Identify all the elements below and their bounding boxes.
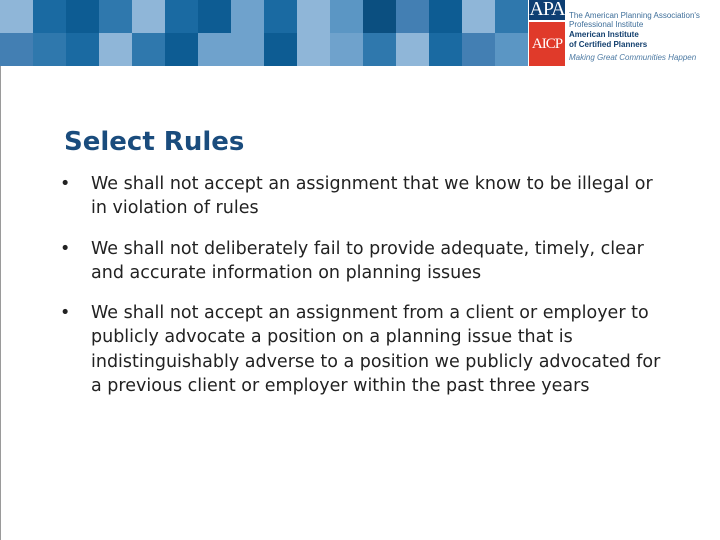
banner-tile xyxy=(231,33,264,66)
list-item xyxy=(60,237,664,286)
list-item xyxy=(60,301,664,398)
banner-tile xyxy=(396,0,429,33)
list-item-text: We shall not accept an assignment that we know to be illegal or in violation of rules xyxy=(91,174,653,219)
banner-tile xyxy=(495,33,528,66)
bullet-marker: • xyxy=(60,238,71,259)
banner-tile xyxy=(429,0,462,33)
banner-tile xyxy=(165,0,198,33)
banner-tile xyxy=(462,0,495,33)
banner-tile xyxy=(0,0,33,33)
banner-tile xyxy=(231,0,264,33)
banner-tile xyxy=(429,33,462,66)
logo-line-3: American Institute xyxy=(569,30,639,39)
banner-tile xyxy=(330,0,363,33)
bullet-marker: • xyxy=(60,174,71,194)
list-item-text: We shall not deliberately fail to provide adequate, timely, clear and accurate information on planning issues xyxy=(91,238,644,283)
banner-tile xyxy=(264,0,297,33)
logo-tagline: Making Great Communities Happen xyxy=(569,53,697,62)
banner-tile xyxy=(297,33,330,66)
banner-tile xyxy=(330,33,363,66)
banner-tile xyxy=(264,33,297,66)
banner-tile xyxy=(66,0,99,33)
banner-tile xyxy=(33,33,66,66)
aicp-logo: AICP xyxy=(529,22,565,66)
banner-tile xyxy=(132,0,165,33)
logo-line-1: The American Planning Association's xyxy=(569,11,700,20)
banner-tile xyxy=(132,33,165,66)
logo-line-4: of Certified Planners xyxy=(569,40,648,49)
banner-tile xyxy=(99,0,132,33)
banner-tile xyxy=(363,0,396,33)
slide-left-border xyxy=(0,66,1,540)
banner-tile xyxy=(198,0,231,33)
apa-logo: APA xyxy=(529,0,565,20)
banner-tile xyxy=(363,33,396,66)
banner-tile xyxy=(396,33,429,66)
banner-tile xyxy=(99,33,132,66)
list-item-text: We shall not accept an assignment from a client or employer to publicly advocate a position on a planning issue that is indistinguishably adverse to a position we publicly advocated for a previous client or employer within the past three years xyxy=(91,303,661,397)
banner-tile xyxy=(66,33,99,66)
logo-line-2: Professional Institute xyxy=(569,20,644,29)
banner-tile xyxy=(33,0,66,33)
banner-tile xyxy=(198,33,231,66)
banner-tile xyxy=(165,33,198,66)
banner-tile xyxy=(462,33,495,66)
banner-tile xyxy=(0,33,33,66)
banner-tile xyxy=(495,0,528,33)
bullet-marker: • xyxy=(60,303,71,324)
slide-title: Select Rules xyxy=(64,127,245,157)
rules-list xyxy=(60,172,664,414)
list-item xyxy=(60,172,664,221)
banner-tile xyxy=(297,0,330,33)
